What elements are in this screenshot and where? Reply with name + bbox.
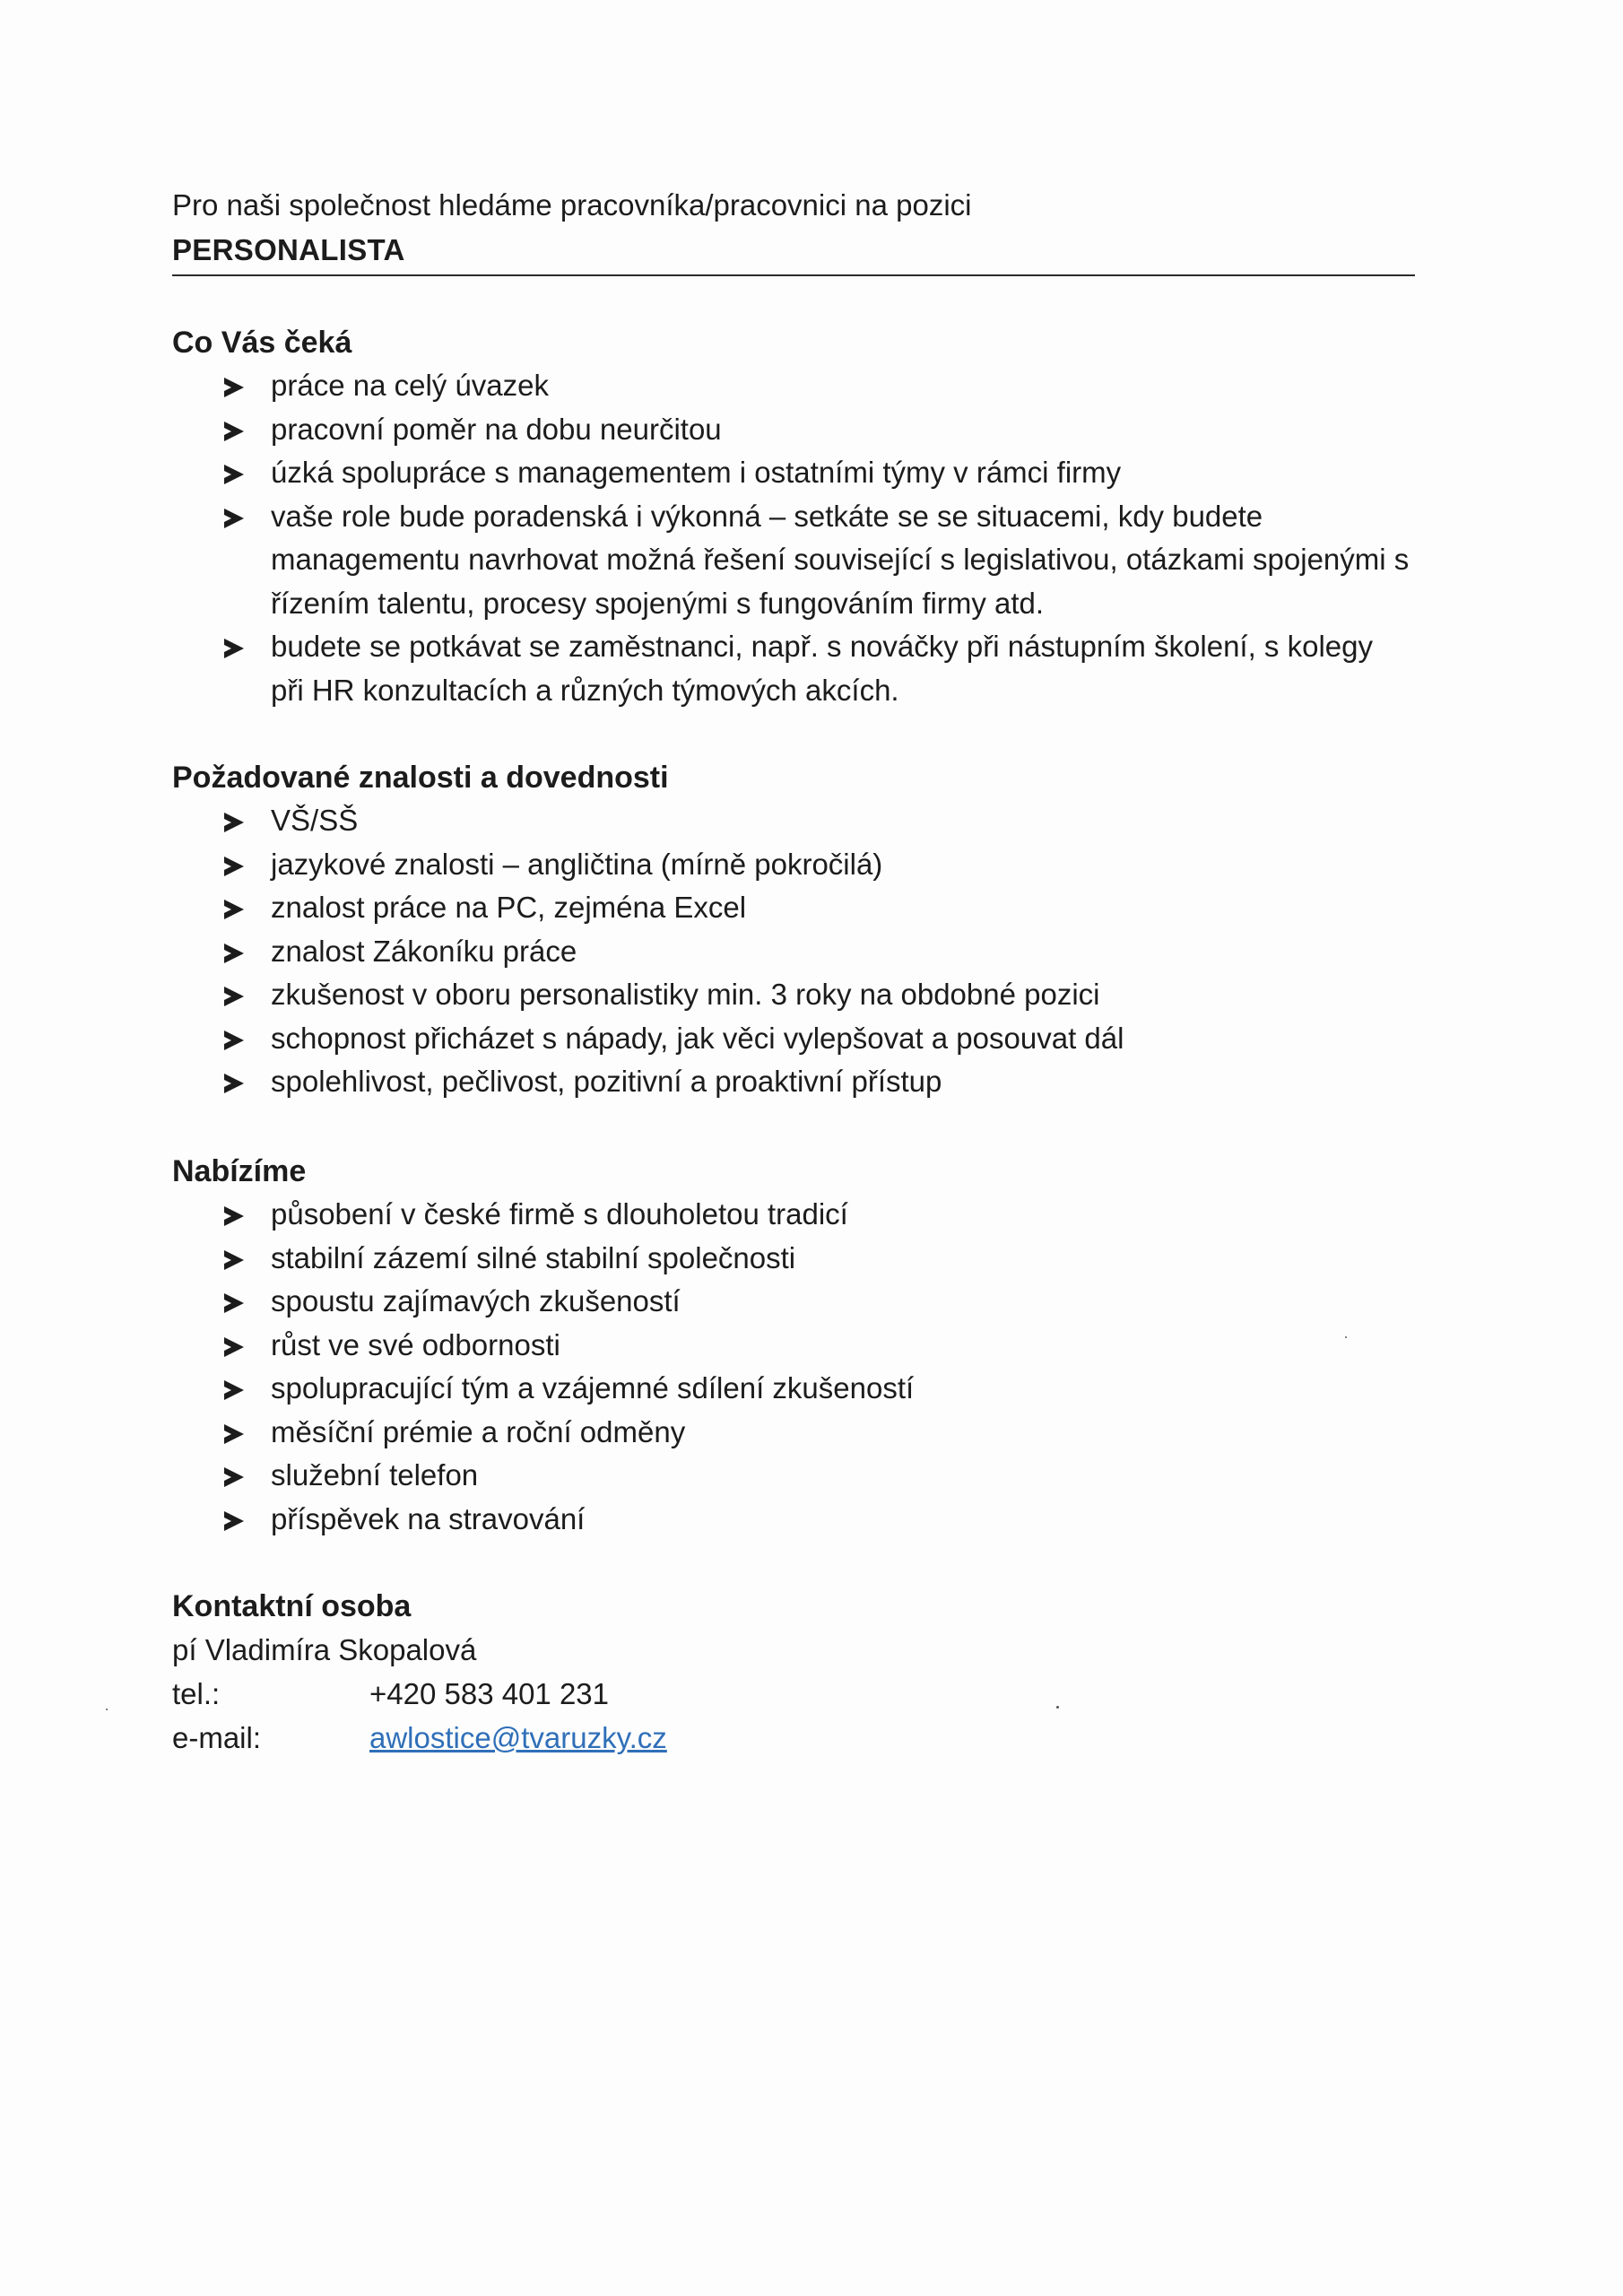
arrow-bullet-icon [224,987,244,1006]
list-item: spoustu zajímavých zkušeností [172,1280,1428,1324]
arrow-bullet-icon [224,1074,244,1093]
arrow-bullet-icon [224,509,244,528]
arrow-bullet-icon [224,944,244,963]
scan-speck [106,1709,108,1710]
section-offer [172,1150,1428,1541]
list-item: jazykové znalosti – angličtina (mírně pokročilá) [172,843,1428,887]
phone-label: tel.: [172,1677,221,1710]
arrow-bullet-icon [224,1337,244,1357]
arrow-bullet-icon [224,1293,244,1313]
arrow-bullet-icon [224,465,244,484]
arrow-bullet-icon [224,1511,244,1531]
section-heading: Kontaktní osoba [172,1589,412,1623]
arrow-bullet-icon [224,1380,244,1400]
list-item: VŠ/SŠ [172,799,1428,843]
job-title: PERSONALISTA [172,233,405,266]
bullet-list [172,364,1428,712]
list-item: znalost práce na PC, zejména Excel [172,886,1428,930]
list-item: znalost Zákoníku práce [172,930,1428,974]
section-what-awaits [172,321,1428,712]
title-underline [172,274,1415,276]
list-item: schopnost přicházet s nápady, jak věci vylepšovat a posouvat dál [172,1017,1428,1061]
list-item: vaše role bude poradenská i výkonná – setkáte se se situacemi, kdy budete managementu navrhovat možná řešení související s legislativou, otázkami spojenými s řízením talentu, procesy spojenými s fungováním firmy atd. [172,495,1428,626]
bullet-list [172,799,1428,1104]
arrow-bullet-icon [224,378,244,397]
contact-name: pí Vladimíra Skopalová [172,1633,477,1666]
scan-speck [1056,1706,1059,1709]
section-heading: Nabízíme [172,1154,307,1188]
arrow-bullet-icon [224,1250,244,1270]
email-link[interactable]: awlostice@tvaruzky.cz [369,1721,667,1754]
arrow-bullet-icon [224,1206,244,1226]
arrow-bullet-icon [224,1031,244,1050]
email-label: e-mail: [172,1721,262,1754]
list-item: příspěvek na stravování [172,1498,1428,1542]
list-item: služební telefon [172,1454,1428,1498]
arrow-bullet-icon [224,813,244,832]
list-item: měsíční prémie a roční odměny [172,1411,1428,1455]
arrow-bullet-icon [224,1424,244,1444]
list-item: budete se potkávat se zaměstnanci, např. s nováčky při nástupním školení, s kolegy při HR konzultacích a různých týmových akcích. [172,625,1428,712]
contact-email-row [172,1716,1428,1760]
arrow-bullet-icon [224,1467,244,1487]
section-requirements [172,756,1428,1104]
list-item: růst ve své odbornosti [172,1324,1428,1368]
list-item: pracovní poměr na dobu neurčitou [172,408,1428,452]
arrow-bullet-icon [224,422,244,441]
list-item: působení v české firmě s dlouholetou tradicí [172,1193,1428,1237]
list-item: úzká spolupráce s managementem i ostatními týmy v rámci firmy [172,451,1428,495]
arrow-bullet-icon [224,900,244,919]
intro-text: Pro naši společnost hledáme pracovníka/pracovnici na pozici [172,188,972,222]
arrow-bullet-icon [224,857,244,876]
arrow-bullet-icon [224,639,244,658]
list-item: práce na celý úvazek [172,364,1428,408]
list-item: spolupracující tým a vzájemné sdílení zkušeností [172,1367,1428,1411]
contact-name-row [172,1628,1428,1672]
bullet-list [172,1193,1428,1541]
list-item: spolehlivost, pečlivost, pozitivní a proaktivní přístup [172,1060,1428,1104]
section-heading: Požadované znalosti a dovednosti [172,761,669,795]
scan-speck [1345,1336,1347,1338]
section-heading: Co Vás čeká [172,326,352,360]
phone-value: +420 583 401 231 [369,1677,610,1710]
list-item: zkušenost v oboru personalistiky min. 3 roky na obdobné pozici [172,973,1428,1017]
list-item: stabilní zázemí silné stabilní společnosti [172,1237,1428,1281]
contact-phone-row [172,1672,1428,1716]
section-contact [172,1585,1428,1760]
